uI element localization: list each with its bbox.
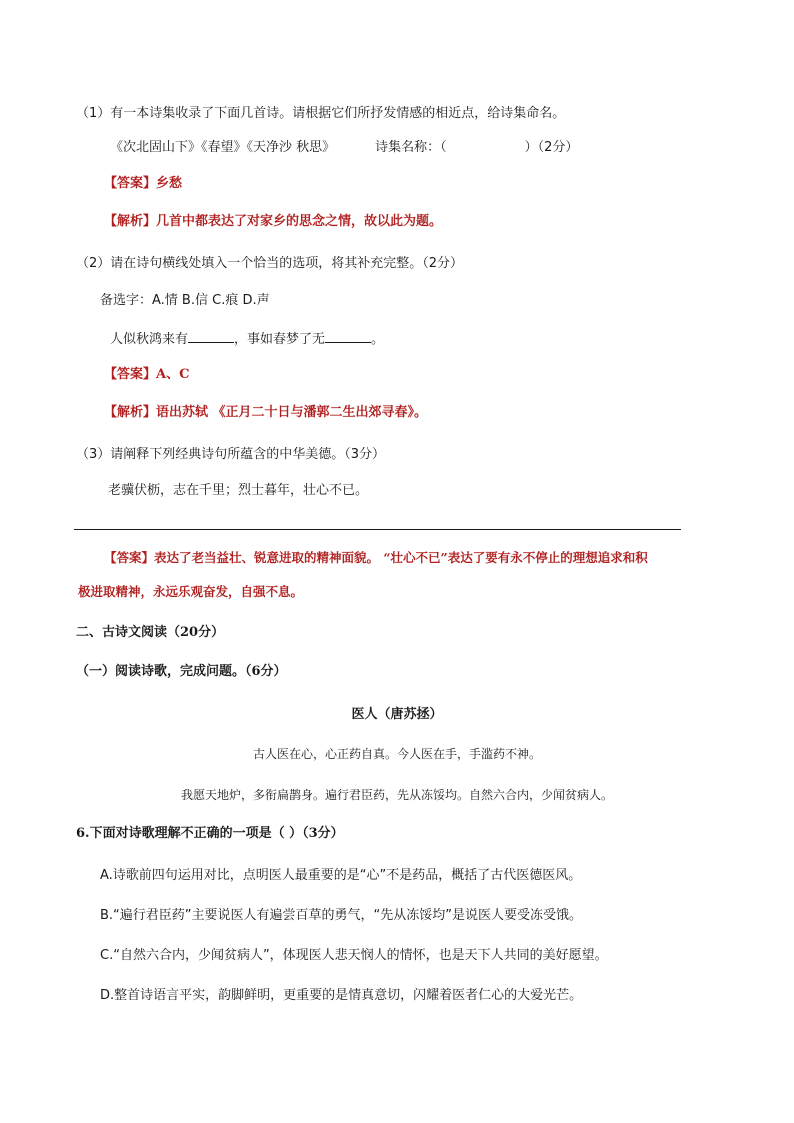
q6-option-c: C.“自然六合内，少闻贫病人”，体现医人悲天悯人的情怀，也是天下人共同的美好愿望。	[100, 948, 608, 963]
q2-verse-b: ，事如春梦了无	[234, 332, 326, 347]
q1-prompt: （1）有一本诗集收录了下面几首诗。请根据它们所抒发情感的相近点，给诗集命名。	[76, 106, 566, 121]
poem-line-1: 古人医在心，心正药自真。今人医在手，手滥药不神。	[252, 747, 541, 761]
q3-prompt: （3）请阐释下列经典诗句所蕴含的中华美德。（3分）	[76, 447, 386, 462]
q2-prompt: （2）请在诗句横线处填入一个恰当的选项，将其补充完整。（2分）	[76, 256, 464, 271]
q1-name-close: ）（2分）	[524, 140, 579, 155]
q6-option-a: A.诗歌前四句运用对比，点明医人最重要的是“心”不是药品，概括了古代医德医风。	[100, 868, 582, 883]
q6-prompt: 6.下面对诗歌理解不正确的一项是（ ）（3分）	[76, 826, 344, 841]
q3-answer-line2: 极进取精神，永远乐观奋发，自强不息。	[78, 584, 304, 599]
poem-line-2: 我愿天地炉，多衔扁鹊身。遍行君臣药，先从冻馁均。自然六合内，少闻贫病人。	[180, 788, 613, 802]
q3-answer-line[interactable]	[74, 529, 681, 530]
q2-options: 备选字：A.情 B.信 C.痕 D.声	[100, 293, 270, 308]
q6-option-d: D.整首诗语言平实，韵脚鲜明，更重要的是情真意切，闪耀着医者仁心的大爱光芒。	[100, 988, 583, 1003]
q3-verse: 老骥伏枥，志在千里；烈士暮年，壮心不已。	[108, 483, 369, 498]
q1-answer: 【答案】乡愁	[104, 176, 183, 191]
q2-verse-a: 人似秋鸿来有	[110, 332, 189, 347]
q6-option-b: B.“遍行君臣药”主要说医人有遍尝百草的勇气，“先从冻馁均”是说医人要受冻受饿。	[100, 908, 582, 923]
q2-analysis: 【解析】语出苏轼 《正月二十日与潘郭二生出郊寻春》。	[104, 405, 428, 420]
q2-blank-1[interactable]	[188, 329, 234, 343]
q1-poems: 《次北固山下》《春望》《天净沙 秋思》	[110, 140, 336, 155]
q2-verse	[110, 329, 384, 349]
q2-blank-2[interactable]	[325, 329, 371, 343]
section-subtitle: （一）阅读诗歌，完成问题。（6分）	[76, 664, 287, 679]
q2-answer: 【答案】A、C	[104, 367, 190, 382]
q1-analysis: 【解析】几首中都表达了对家乡的思念之情，故以此为题。	[104, 214, 443, 229]
section-title: 二、古诗文阅读（20分）	[76, 625, 225, 640]
q1-poems-row	[110, 139, 578, 157]
q2-verse-end: 。	[371, 332, 385, 347]
poem-title: 医人（唐苏拯）	[351, 707, 443, 722]
q3-answer-line1: 【答案】表达了老当益壮、锐意进取的精神面貌。 “壮心不已”表达了要有永不停止的理想追求和积	[104, 550, 648, 565]
q1-name-label: 诗集名称：（	[375, 140, 447, 155]
